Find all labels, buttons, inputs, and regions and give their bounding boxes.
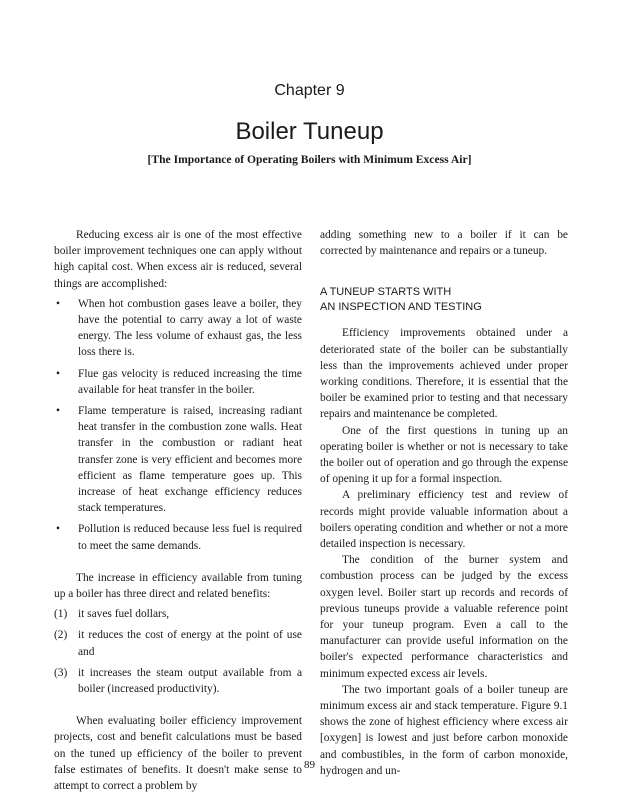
body-paragraph: Efficiency improvements obtained under a deteriorated state of the boiler can be substantially less than the improvements achieved under proper working conditions. Therefore, it is essential that the boiler be examined prior to testing and that necessary repairs and maintenance be completed. [320,327,568,421]
page-number: 89 [304,759,315,771]
bullet-marker: • [56,523,60,536]
body-paragraph: The two important goals of a boiler tuneup are minimum excess air and stack temperature. Figure 9.1 shows the zone of highest efficiency where excess air [oxygen] is lowest and just before carbon monoxide and combustibles, in the form of carbon monoxide, hydrogen and un- [320,683,568,777]
chapter-label: Chapter 9 [274,82,345,99]
item-number: (1) [54,608,68,621]
right-column [320,227,568,779]
bullet-text: Flame temperature is raised, increasing radiant heat transfer in the combustion zone walls. Heat transfer in the combustion or radiant heat transfer zone is very efficient and becomes more efficient as flame temperature goes up. This increase of heat exchange efficiency reduces stack temperatures. [78,405,302,515]
numbered-item [54,665,302,697]
bullet-item [54,366,302,398]
section-heading [320,285,568,315]
chapter-title: Boiler Tuneup [235,118,384,145]
item-text: it reduces the cost of energy at the point of use and [78,629,302,658]
item-text: it increases the steam output available from a boiler (increased productivity). [78,666,302,696]
item-number: (2) [54,629,68,642]
bullet-text: When hot combustion gases leave a boiler, they have the potential to carry away a lot of waste energy. The less volume of exhaust gas, the less loss there is. [78,297,302,359]
benefit-bullet-list [54,296,302,554]
bullet-text: Flue gas velocity is reduced increasing the time available for heat transfer in the boiler. [78,367,302,396]
left-column [54,227,302,794]
bullet-item [54,403,302,516]
item-number: (3) [54,666,68,679]
bullet-marker: • [56,297,60,310]
chapter-subtitle: [The Importance of Operating Boilers with Minimum Excess Air] [147,153,472,166]
item-text: it saves fuel dollars, [78,608,170,621]
numbered-item [54,606,302,622]
closing-paragraph: When evaluating boiler efficiency improvement projects, cost and benefit calculations must be based on the tuned up efficiency of the boiler to prevent false estimates of benefits. It doesn't make sense to attempt to correct a problem by [54,715,302,793]
numbered-item [54,627,302,659]
bullet-item [54,296,302,361]
bullet-marker: • [56,367,60,380]
body-paragraph: One of the first questions in tuning up an operating boiler is whether or not is necessary to take the boiler out of operation and go through the expense of opening it up for a formal inspection. [320,424,568,486]
numbered-benefit-list [54,606,302,697]
body-paragraph: The condition of the burner system and combustion process can be judged by the excess oxygen level. Boiler start up records and records of previous tuneups provide a valuable reference point for your tuneup program. Even a call to the manufacturer can provide useful information on the boiler's expected performance characteristics and minimum expected excess air levels. [320,554,568,680]
bullet-item [54,521,302,553]
section-heading-line: AN INSPECTION AND TESTING [320,301,482,314]
section-heading-line: A TUNEUP STARTS WITH [320,286,452,299]
bullet-text: Pollution is reduced because less fuel is required to meet the same demands. [78,523,302,552]
body-paragraph: A preliminary efficiency test and review of records might provide valuable information about a boilers operating condition and whether or not a more detailed inspection is necessary. [320,489,568,551]
benefits-intro-paragraph: The increase in efficiency available from tuning up a boiler has three direct and related benefits: [54,571,302,601]
continuation-paragraph: adding something new to a boiler if it can be corrected by maintenance and repairs or a tuneup. [320,229,568,258]
bullet-marker: • [56,405,60,418]
intro-paragraph: Reducing excess air is one of the most effective boiler improvement techniques one can apply without high capital cost. When excess air is reduced, several things are accomplished: [54,229,302,290]
